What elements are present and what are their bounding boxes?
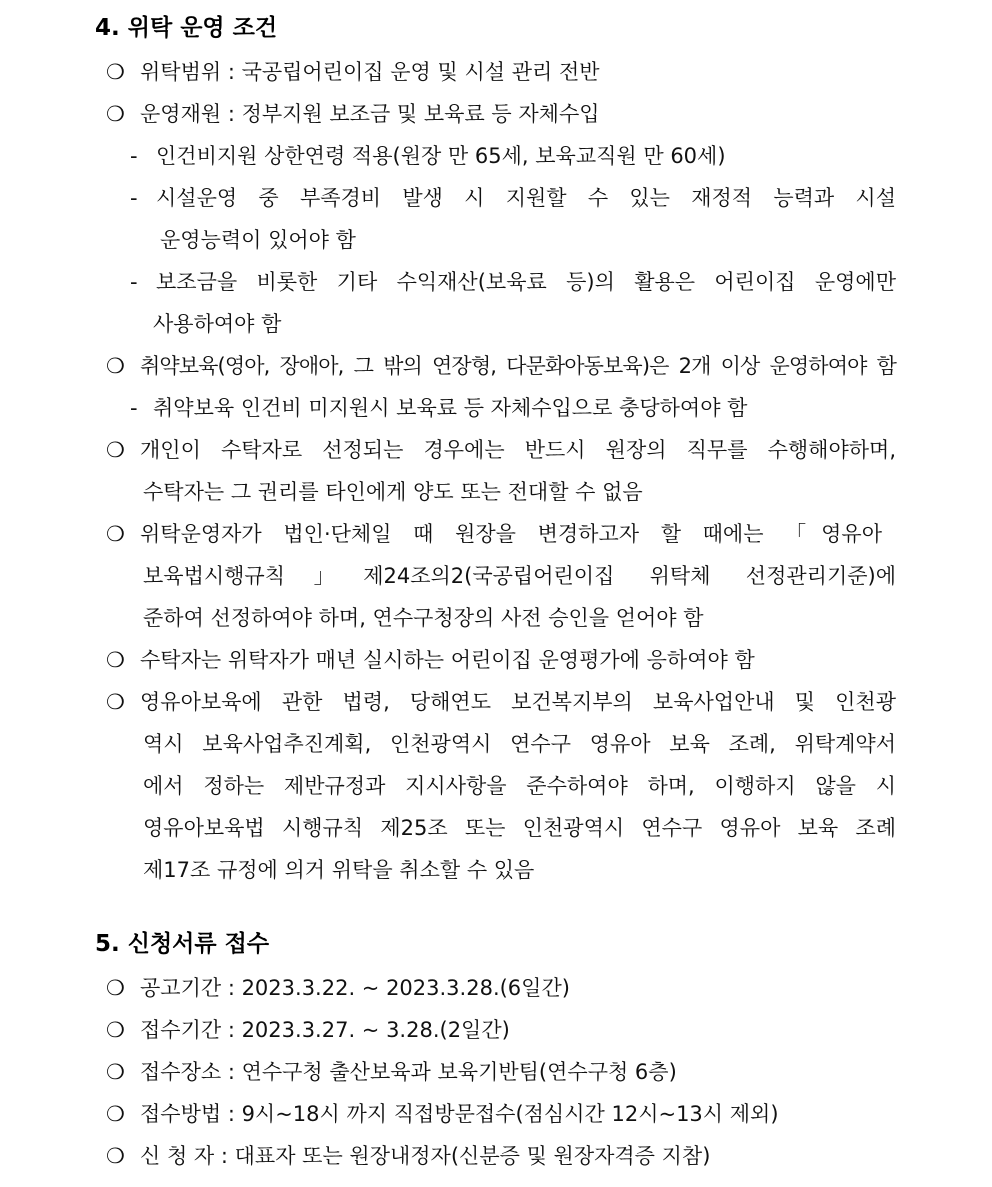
dash-marker: - [130,270,138,294]
section-4-line: 시설운영 중 부족경비 발생 시 지원할 수 있는 재정적 능력과 시설 [156,186,896,210]
section-4-line: 보조금을 비롯한 기타 수익재산(보육료 등)의 활용은 어린이집 운영에만 [156,270,896,294]
bullet-icon: ❍ [106,690,125,714]
dash-marker: - [130,396,138,420]
bullet-icon: ❍ [106,60,125,84]
bullet-icon: ❍ [106,1102,125,1126]
section-4-line: 준하여 선정하여야 하며, 연수구청장의 사전 승인을 얻어야 함 [143,606,704,630]
section-4-line: 운영재원 : 정부지원 보조금 및 보육료 등 자체수입 [140,102,600,126]
section-4-heading: 4. 위탁 운영 조건 [95,15,278,41]
bullet-icon: ❍ [106,1060,125,1084]
section-4-line: 위탁범위 : 국공립어린이집 운영 및 시설 관리 전반 [140,60,600,84]
section-4-line: 수탁자는 그 권리를 타인에게 양도 또는 전대할 수 없음 [143,480,643,504]
section-4-line: 영유아보육법 시행규칙 제25조 또는 인천광역시 연수구 영유아 보육 조례 [143,816,896,840]
section-5-line: 신 청 자 : 대표자 또는 원장내정자(신분증 및 원장자격증 지참) [140,1144,711,1168]
section-4-line: 취약보육(영아, 장애아, 그 밖의 연장형, 다문화아동보육)은 2개 이상 운영하여야 함 [140,354,896,378]
bullet-icon: ❍ [106,648,125,672]
section-4-line: 취약보육 인건비 미지원시 보육료 등 자체수입으로 충당하여야 함 [153,396,748,420]
bullet-icon: ❍ [106,354,125,378]
section-4-line: 에서 정하는 제반규정과 지시사항을 준수하여야 하며, 이행하지 않을 시 [143,774,896,798]
section-5-heading: 5. 신청서류 접수 [95,931,270,957]
bullet-icon: ❍ [106,1144,125,1168]
section-4-line: 보육법시행규칙」제24조의2(국공립어린이집 위탁체 선정관리기준)에 [143,564,896,588]
section-5-line: 접수기간 : 2023.3.27. ~ 3.28.(2일간) [140,1018,510,1042]
section-4-line: 수탁자는 위탁자가 매년 실시하는 어린이집 운영평가에 응하여야 함 [140,648,755,672]
section-4-line: 제17조 규정에 의거 위탁을 취소할 수 있음 [143,858,535,882]
section-4-line: 사용하여야 함 [153,312,282,336]
bullet-icon: ❍ [106,522,125,546]
bullet-icon: ❍ [106,438,125,462]
section-4-line: 인건비지원 상한연령 적용(원장 만 65세, 보육교직원 만 60세) [156,144,726,168]
section-4-line: 개인이 수탁자로 선정되는 경우에는 반드시 원장의 직무를 수행해야하며, [140,438,896,462]
section-5-line: 공고기간 : 2023.3.22. ~ 2023.3.28.(6일간) [140,976,570,1000]
bullet-icon: ❍ [106,102,125,126]
section-5-line: 접수장소 : 연수구청 출산보육과 보육기반팀(연수구청 6층) [140,1060,677,1084]
bullet-icon: ❍ [106,976,125,1000]
section-4-line: 운영능력이 있어야 함 [160,228,356,252]
dash-marker: - [130,144,138,168]
section-4-line: 위탁운영자가 법인·단체일 때 원장을 변경하고자 할 때에는 「영유아 [140,522,882,546]
section-4-line: 영유아보육에 관한 법령, 당해연도 보건복지부의 보육사업안내 및 인천광 [140,690,896,714]
section-5-line: 접수방법 : 9시~18시 까지 직접방문접수(점심시간 12시~13시 제외) [140,1102,779,1126]
bullet-icon: ❍ [106,1018,125,1042]
section-4-line: 역시 보육사업추진계획, 인천광역시 연수구 영유아 보육 조례, 위탁계약서 [143,732,896,756]
dash-marker: - [130,186,138,210]
